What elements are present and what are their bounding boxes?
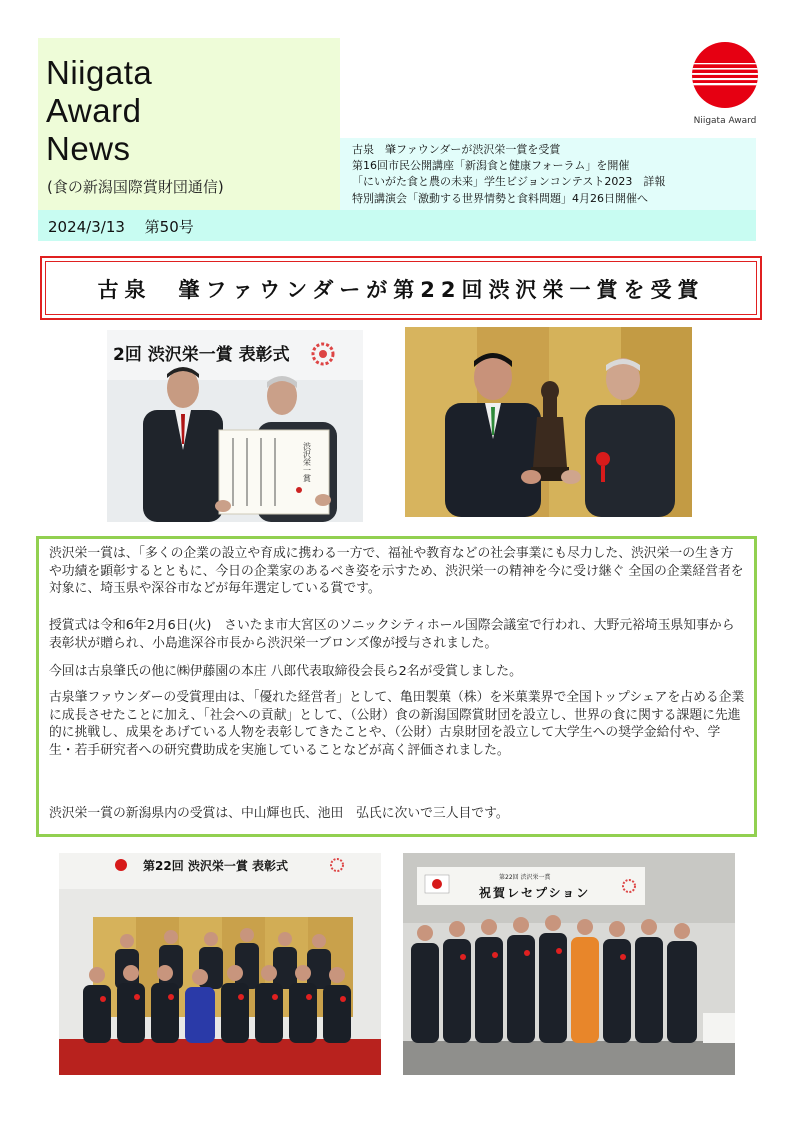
photo-bronze-statue: [405, 327, 692, 517]
photo1-certificate-text: 渋沢栄一賞: [302, 442, 312, 482]
title-line-2: Award: [46, 92, 142, 129]
headline-box: [40, 256, 762, 320]
newsletter-subtitle: (食の新潟国際賞財団通信): [47, 178, 224, 196]
issue-date-number: 2024/3/13 第50号: [48, 218, 194, 236]
masthead: [38, 38, 340, 210]
photo4-banner-text: 祝賀レセプション: [479, 886, 591, 900]
photo-award-certificate: [107, 330, 363, 522]
photo-group-ceremony: [59, 853, 381, 1075]
newsletter-title: [46, 54, 152, 168]
headline-list: [340, 138, 756, 210]
headline-item: 第16回市民公開講座「新潟食と健康フォーラム」を開催: [352, 159, 630, 173]
main-headline: 古泉 肇ファウンダーが第22回渋沢栄一賞を受賞: [97, 278, 705, 302]
article-paragraph: 古泉肇ファウンダーの受賞理由は、「優れた経営者」として、亀田製菓（株）を米菓業界で全国トップシェアを占める企業に成長させたことに加え、「社会への貢献」として、（公財）食の新潟国際賞財団を設立し、世界の食に関する課題に先進的に挑戦し、成果をあげている人物を表彰してきたことや、（公財）古泉財団を設立して大学生への奨学金給付や、学生・若手研究者への研究費助成を実施していることなどが高く評価されました。: [49, 690, 745, 758]
article-paragraph: 授賞式は令和6年2月6日(火) さいたま市大宮区のソニックシティホール国際会議室で行われ、大野元裕埼玉県知事から表彰状が贈られ、小島進深谷市長から渋沢栄一ブロンズ像が授与されました。: [49, 618, 735, 651]
logo-sun-icon: [680, 38, 770, 114]
logo-caption: Niigata Award: [693, 116, 757, 126]
article-paragraph: 渋沢栄一賞の新潟県内の受賞は、中山輝也氏、池田 弘氏に次いで三人目です。: [49, 806, 509, 821]
headline-item: 「にいがた食と農の未来」学生ビジョンコンテスト2023 詳報: [352, 175, 666, 189]
issue-bar: [38, 210, 756, 241]
article-paragraph: 渋沢栄一賞は、「多くの企業の設立や育成に携わる一方で、福祉や教育などの社会事業にも尽力した、渋沢栄一の生き方や功績を顕彰するとともに、今日の企業家のあるべき姿を示すため、渋沢栄一の精神を今に受け継ぐ 全国の企業経営者を対象に、埼玉県や深谷市などが毎年選定している賞です。: [49, 546, 744, 596]
niigata-award-logo: [680, 38, 770, 130]
photo3-banner-text: 第22回 渋沢栄一賞 表彰式: [143, 859, 289, 873]
title-line-1: Niigata: [46, 54, 153, 91]
title-line-3: News: [46, 130, 131, 167]
photo-reception: [403, 853, 735, 1075]
photo4-banner-small-text: 第22回 渋沢栄一賞: [499, 874, 551, 881]
article-paragraph: 今回は古泉肇氏の他に㈱伊藤園の本庄 八郎代表取締役会長ら2名が受賞しました。: [49, 664, 522, 679]
photo1-banner-text: 2回 渋沢栄一賞 表彰式: [113, 345, 290, 365]
headline-item: 特別講演会「激動する世界情勢と食料問題」4月26日開催へ: [352, 191, 648, 205]
headline-item: 古泉 肇ファウンダーが渋沢栄一賞を受賞: [352, 143, 561, 156]
article-body: [36, 536, 757, 837]
